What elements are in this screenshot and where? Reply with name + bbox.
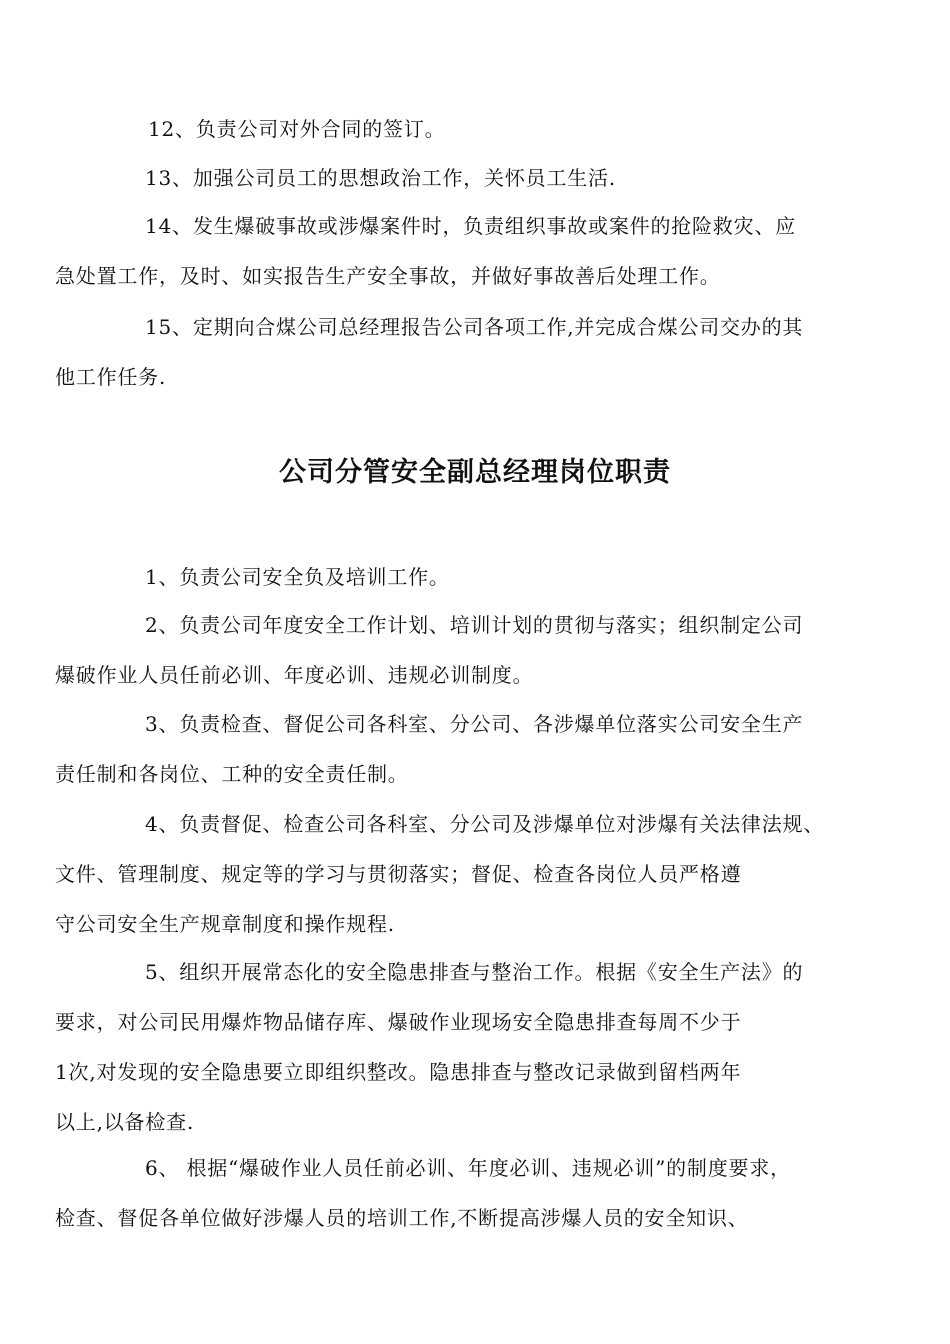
- duty-item-line: 3、负责检查、督促公司各科室、分公司、各涉爆单位落实公司安全生产: [145, 712, 804, 736]
- duty-item-13: [100, 153, 860, 203]
- duty-item-line: 要求，对公司民用爆炸物品储存库、爆破作业现场安全隐患排查每周不少于: [55, 1010, 742, 1034]
- duty-item-line: 14、发生爆破事故或涉爆案件时，负责组织事故或案件的抢险救灾、应: [145, 214, 797, 238]
- duty-item-line: 急处置工作，及时、如实报告生产安全事故，并做好事故善后处理工作。: [55, 264, 721, 288]
- duty-item-line: 12、负责公司对外合同的签订。: [148, 117, 446, 141]
- duty-item-line: 6、 根据“爆破作业人员任前必训、年度必训、违规必训”的制度要求，: [145, 1156, 791, 1180]
- duty-item-line: 1次,对发现的安全隐患要立即组织整改。隐患排查与整改记录做到留档两年: [55, 1060, 742, 1084]
- safety-duty-item-6: [55, 1143, 860, 1243]
- duty-item-line: 5、组织开展常态化的安全隐患排查与整治工作。根据《安全生产法》的: [145, 960, 804, 984]
- duty-item-line: 他工作任务.: [55, 365, 167, 389]
- duty-item-line: 检查、督促各单位做好涉爆人员的培训工作,不断提高涉爆人员的安全知识、: [55, 1206, 749, 1230]
- duty-item-line: 责任制和各岗位、工种的安全责任制。: [55, 762, 409, 786]
- safety-duty-item-4: [55, 799, 860, 949]
- duty-item-12: [100, 104, 860, 154]
- duty-item-line: 2、负责公司年度安全工作计划、培训计划的贯彻与落实；组织制定公司: [145, 613, 804, 637]
- duty-item-15: [55, 302, 860, 402]
- safety-duty-item-3: [55, 699, 860, 799]
- section-title: 公司分管安全副总经理岗位职责: [279, 457, 671, 488]
- safety-duty-item-5: [55, 947, 860, 1147]
- safety-duty-item-2: [55, 600, 860, 700]
- duty-item-line: 文件、管理制度、规定等的学习与贯彻落实；督促、检查各岗位人员严格遵: [55, 862, 742, 886]
- duty-item-line: 以上,以备检查.: [55, 1110, 195, 1134]
- duty-item-line: 13、加强公司员工的思想政治工作，关怀员工生活.: [145, 166, 617, 190]
- duty-item-line: 4、负责督促、检查公司各科室、分公司及涉爆单位对涉爆有关法律法规、: [145, 812, 825, 836]
- duty-item-14: [55, 201, 860, 301]
- duty-item-line: 1、负责公司安全负及培训工作。: [145, 565, 450, 589]
- duty-item-line: 15、定期向合煤公司总经理报告公司各项工作,并完成合煤公司交办的其: [145, 315, 804, 339]
- duty-item-line: 爆破作业人员任前必训、年度必训、违规必训制度。: [55, 663, 534, 687]
- safety-duty-item-1: [100, 552, 860, 602]
- duty-item-line: 守公司安全生产规章制度和操作规程.: [55, 912, 395, 936]
